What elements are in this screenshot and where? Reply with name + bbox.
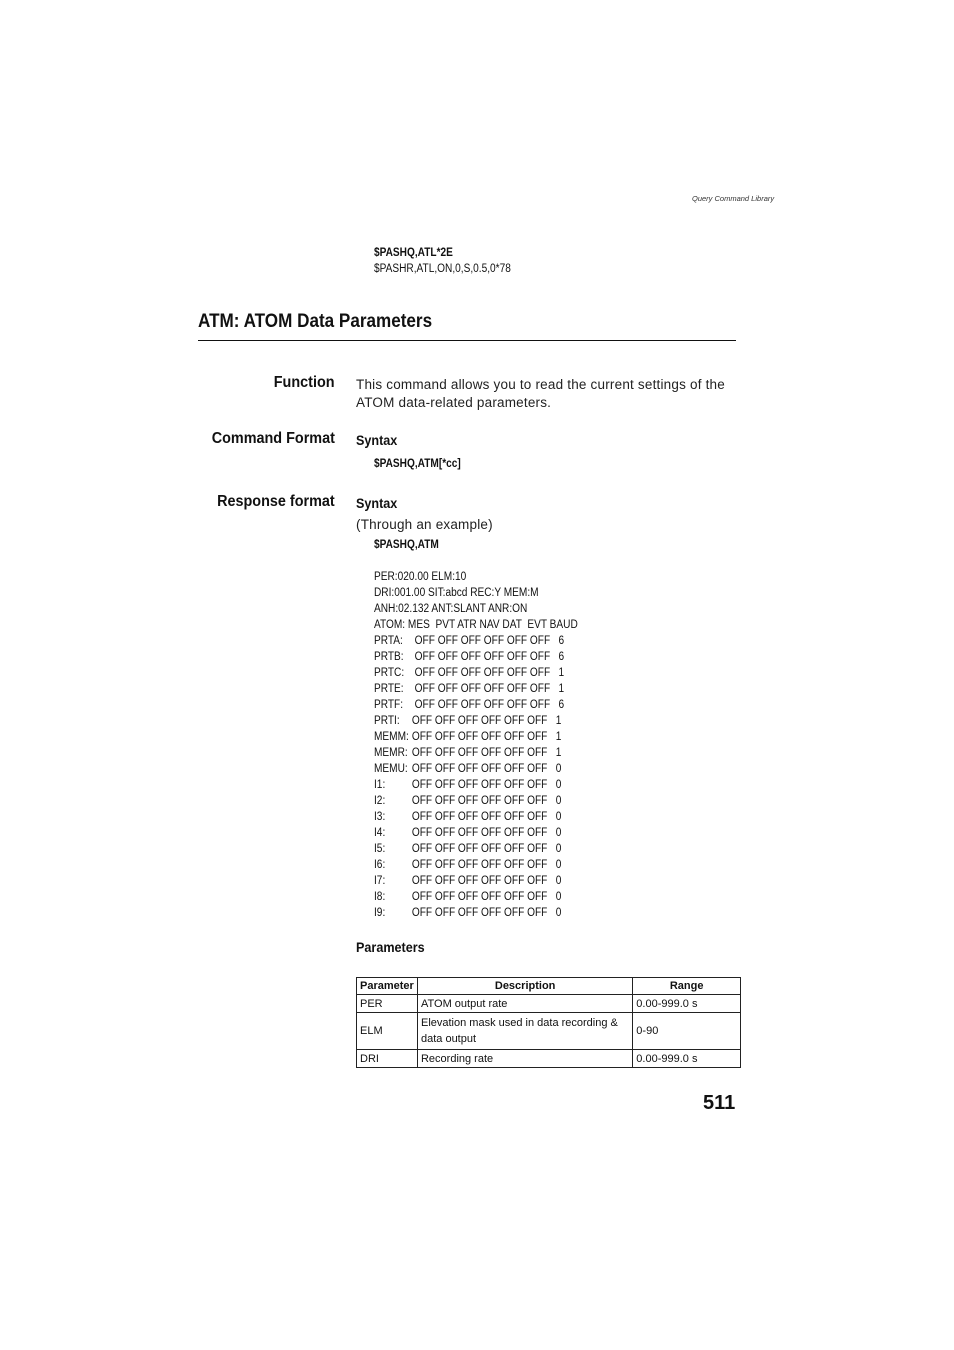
response-line-label: I2:	[374, 795, 386, 807]
response-line	[374, 731, 561, 747]
response-line	[374, 667, 564, 683]
response-line-values: OFF OFF OFF OFF OFF OFF 6	[411, 651, 565, 663]
response-line-values: OFF OFF OFF OFF OFF OFF 0	[411, 843, 562, 855]
table-cell-range: 0.00-999.0 s	[633, 995, 741, 1013]
response-line-label: I7:	[374, 875, 386, 887]
response-note: (Through an example)	[356, 517, 493, 532]
example-reply: $PASHR,ATL,ON,0,S,0.5,0*78	[374, 263, 511, 275]
response-line-label: PRTE:	[374, 683, 404, 695]
response-line-label: I8:	[374, 891, 386, 903]
table-header-row	[357, 978, 741, 995]
function-text: This command allows you to read the current settings of the ATOM data-related parameters.	[356, 377, 725, 410]
response-line-label: I1:	[374, 779, 386, 791]
table-cell-parameter: PER	[357, 995, 418, 1013]
response-line	[374, 571, 466, 587]
response-line-label: PRTF:	[374, 699, 404, 711]
response-line-values: OFF OFF OFF OFF OFF OFF 0	[411, 795, 562, 807]
response-format-heading: Response format	[217, 493, 335, 510]
table-row	[357, 1013, 741, 1050]
response-line	[374, 715, 561, 731]
running-head: Query Command Library	[692, 194, 775, 203]
table-cell-parameter: DRI	[357, 1050, 418, 1068]
response-command: $PASHQ,ATM	[374, 539, 439, 551]
response-line-values: OFF OFF OFF OFF OFF OFF 0	[411, 811, 562, 823]
table-cell-description: Recording rate	[417, 1050, 632, 1068]
response-line-values: OFF OFF OFF OFF OFF OFF 0	[411, 875, 562, 887]
table-cell-range: 0-90	[633, 1013, 741, 1050]
response-line-label: I4:	[374, 827, 386, 839]
response-line-values: OFF OFF OFF OFF OFF OFF 0	[411, 827, 562, 839]
column-header-range: Range	[633, 978, 741, 995]
response-line-label: I9:	[374, 907, 386, 919]
example-command: $PASHQ,ATL*2E	[374, 247, 453, 259]
section-title: ATM: ATOM Data Parameters	[198, 311, 433, 332]
column-header-parameter: Parameter	[357, 978, 418, 995]
response-line-values: OFF OFF OFF OFF OFF OFF 0	[411, 891, 562, 903]
response-line	[374, 651, 564, 667]
response-line	[374, 811, 561, 827]
function-heading: Function	[274, 374, 335, 391]
response-line	[374, 859, 561, 875]
response-line	[374, 699, 564, 715]
response-line	[374, 747, 561, 763]
response-line-values: OFF OFF OFF OFF OFF OFF 1	[411, 683, 565, 695]
response-line-label: DRI:001.00 SIT:abcd REC:Y MEM:M	[374, 587, 539, 599]
response-line-label: ATOM: MES PVT ATR NAV DAT EVT BAUD	[374, 619, 578, 631]
response-line-label: ANH:02.132 ANT:SLANT ANR:ON	[374, 603, 528, 615]
response-line-label: PER:020.00 ELM:10	[374, 571, 467, 583]
table-cell-range: 0.00-999.0 s	[633, 1050, 741, 1068]
response-line-label: PRTA:	[374, 635, 403, 647]
table-row	[357, 995, 741, 1013]
response-line-values: OFF OFF OFF OFF OFF OFF 1	[411, 715, 562, 727]
response-line-values: OFF OFF OFF OFF OFF OFF 6	[411, 699, 565, 711]
response-line-values: OFF OFF OFF OFF OFF OFF 1	[411, 667, 565, 679]
response-line-values: OFF OFF OFF OFF OFF OFF 0	[411, 907, 562, 919]
response-line	[374, 683, 564, 699]
response-line-label: PRTC:	[374, 667, 405, 679]
response-line	[374, 827, 561, 843]
response-line-values: OFF OFF OFF OFF OFF OFF 0	[411, 859, 562, 871]
page-number: 511	[703, 1092, 736, 1114]
response-line	[374, 587, 539, 603]
response-line	[374, 779, 561, 795]
response-line-label: I3:	[374, 811, 386, 823]
response-line-label: MEMR:	[374, 747, 408, 759]
response-line-label: I6:	[374, 859, 386, 871]
response-line	[374, 619, 578, 635]
parameters-table	[356, 977, 741, 1068]
response-line	[374, 763, 561, 779]
parameters-heading: Parameters	[356, 939, 425, 955]
title-rule	[198, 340, 736, 341]
table-cell-description: Elevation mask used in data recording & data output	[417, 1013, 632, 1050]
response-line-label: MEMU:	[374, 763, 408, 775]
response-line	[374, 875, 561, 891]
response-line-label: PRTI:	[374, 715, 400, 727]
response-line	[374, 843, 561, 859]
response-line-values: OFF OFF OFF OFF OFF OFF 1	[411, 747, 562, 759]
response-line-label: PRTB:	[374, 651, 404, 663]
response-syntax-label: Syntax	[356, 495, 398, 511]
column-header-description: Description	[417, 978, 632, 995]
command-format-heading: Command Format	[211, 430, 335, 447]
response-line	[374, 891, 561, 907]
table-cell-parameter: ELM	[357, 1013, 418, 1050]
table-row	[357, 1050, 741, 1068]
response-line-values: OFF OFF OFF OFF OFF OFF 1	[411, 731, 562, 743]
response-line-label: MEMM:	[374, 731, 409, 743]
response-line	[374, 635, 564, 651]
response-line-values: OFF OFF OFF OFF OFF OFF 0	[411, 779, 562, 791]
command-syntax-label: Syntax	[356, 432, 398, 448]
response-line	[374, 603, 527, 619]
response-line-values: OFF OFF OFF OFF OFF OFF 6	[411, 635, 565, 647]
response-line-label: I5:	[374, 843, 386, 855]
command-syntax: $PASHQ,ATM[*cc]	[374, 458, 461, 470]
response-line	[374, 907, 561, 923]
response-line-values: OFF OFF OFF OFF OFF OFF 0	[411, 763, 562, 775]
response-line	[374, 795, 561, 811]
table-cell-description: ATOM output rate	[417, 995, 632, 1013]
